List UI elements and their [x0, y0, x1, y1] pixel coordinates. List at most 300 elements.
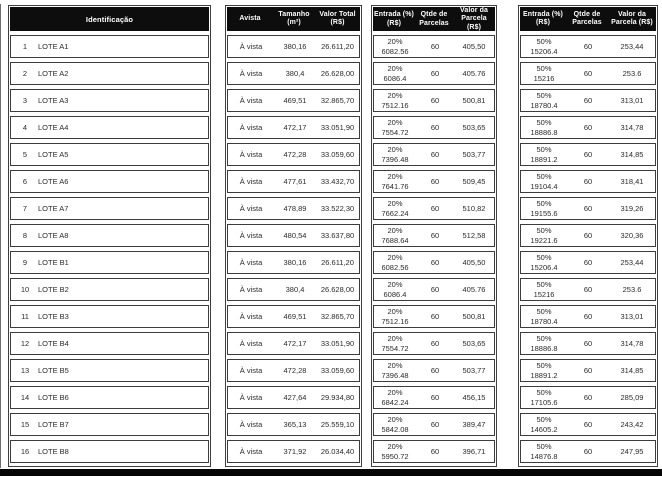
down-payment-percent: 20%	[387, 36, 403, 46]
lot-size-m2: 469,51	[283, 312, 307, 321]
down-payment-value: 7512.16	[381, 100, 409, 110]
lot-number: 15	[20, 420, 30, 429]
table-row	[10, 359, 209, 382]
lot-number: 12	[20, 339, 30, 348]
installments-count: 60	[430, 42, 440, 51]
down-payment-percent: 20%	[387, 306, 403, 316]
down-payment-cell	[374, 118, 416, 138]
lot-size-m2: 427,64	[283, 393, 307, 402]
lot-number: 6	[22, 177, 28, 186]
lot-size-m2: 472,17	[283, 339, 307, 348]
table-row	[373, 116, 495, 139]
table-row	[373, 89, 495, 112]
table-row	[10, 62, 209, 85]
installments-count: 60	[583, 177, 593, 186]
identification-header-label: Identificação	[85, 14, 134, 24]
down-payment-value: 7396.48	[381, 370, 409, 380]
down-payment-cell	[521, 415, 567, 435]
down-payment-percent: 50%	[536, 171, 552, 181]
down-payment-percent: 50%	[536, 252, 552, 262]
table-row	[10, 332, 209, 355]
table-row	[227, 224, 360, 247]
installment-value: 503,65	[462, 339, 486, 348]
installment-value: 313,01	[620, 312, 644, 321]
installments-count: 60	[583, 231, 593, 240]
table-row	[227, 62, 360, 85]
installment-value: 500,81	[462, 96, 486, 105]
lot-number: 4	[22, 123, 28, 132]
lot-number: 2	[22, 69, 28, 78]
down-payment-value: 6082.56	[381, 46, 409, 56]
installment-value: 319,26	[620, 204, 644, 213]
down-payment-value: 6842.24	[381, 397, 409, 407]
lot-number: 14	[20, 393, 30, 402]
lot-size-m2: 380,4	[285, 69, 305, 78]
table-row	[520, 35, 656, 58]
down-payment-value: 14876.8	[530, 451, 558, 461]
table-row	[227, 35, 360, 58]
table-row	[520, 89, 656, 112]
lot-size-m2: 380,16	[283, 42, 307, 51]
down-payment-percent: 50%	[536, 36, 552, 46]
table-row	[520, 386, 656, 409]
installments-count: 60	[430, 177, 440, 186]
table-row	[10, 278, 209, 301]
down-payment-percent: 20%	[387, 360, 403, 370]
lot-size-m2: 478,89	[283, 204, 307, 213]
table-row	[10, 89, 209, 112]
installments-count: 60	[583, 366, 593, 375]
lot-number: 11	[21, 312, 29, 321]
lot-size-m2: 480,54	[283, 231, 307, 240]
installments-count: 60	[583, 258, 593, 267]
header-qtde-parcelas-20: Qtde de Parcelas	[419, 11, 449, 27]
payment-type: À vista	[239, 123, 263, 132]
lot-id: LOTE B1	[38, 258, 69, 267]
installment-value: 247,95	[620, 447, 644, 456]
table-row	[520, 143, 656, 166]
cash-price-table	[225, 5, 362, 467]
down-payment-value: 15206.4	[530, 262, 558, 272]
installments-count: 60	[430, 393, 440, 402]
down-payment-value: 19221.6	[530, 235, 558, 245]
installment-value: 509,45	[462, 177, 486, 186]
down-payment-value: 18780.4	[530, 100, 558, 110]
installment-value: 253,44	[620, 42, 644, 51]
down-payment-cell	[521, 361, 567, 381]
down-payment-percent: 20%	[387, 117, 403, 127]
installment-20-rows	[373, 35, 495, 463]
installment-value: 318,41	[620, 177, 644, 186]
total-value: 33.059,60	[320, 366, 355, 375]
installments-count: 60	[430, 258, 440, 267]
down-payment-value: 18891.2	[530, 370, 558, 380]
installments-count: 60	[583, 339, 593, 348]
total-value: 32.865,70	[320, 312, 355, 321]
installments-count: 60	[583, 393, 593, 402]
down-payment-percent: 50%	[536, 198, 552, 208]
lot-size-m2: 380,4	[285, 285, 305, 294]
total-value: 26.611,20	[321, 258, 354, 267]
lot-id: LOTE B3	[38, 312, 69, 321]
installments-count: 60	[583, 312, 593, 321]
down-payment-cell	[374, 280, 416, 300]
installment-value: 253,44	[620, 258, 644, 267]
installment-value: 503,77	[462, 150, 486, 159]
installments-count: 60	[583, 420, 593, 429]
table-row	[10, 224, 209, 247]
installment-value: 314,85	[620, 366, 644, 375]
table-row	[373, 278, 495, 301]
total-value: 26.628,00	[320, 285, 355, 294]
installment-value: 314,78	[620, 339, 644, 348]
payment-type: À vista	[239, 42, 263, 51]
table-row	[373, 386, 495, 409]
installment-value: 503,77	[462, 366, 486, 375]
table-row	[520, 224, 656, 247]
lot-id: LOTE A7	[38, 204, 69, 213]
identification-header	[10, 7, 209, 31]
down-payment-value: 7396.48	[381, 154, 409, 164]
lot-id: LOTE B6	[38, 393, 69, 402]
down-payment-value: 7554.72	[381, 343, 409, 353]
down-payment-cell	[374, 226, 416, 246]
installments-count: 60	[430, 366, 440, 375]
down-payment-percent: 20%	[387, 63, 403, 73]
down-payment-cell	[521, 307, 567, 327]
table-row	[373, 143, 495, 166]
payment-type: À vista	[239, 231, 263, 240]
table-row	[10, 197, 209, 220]
down-payment-cell	[374, 415, 416, 435]
installment-value: 313,01	[620, 96, 644, 105]
installment-value: 243,42	[620, 420, 644, 429]
installment-value: 512,58	[462, 231, 486, 240]
header-entrada-50: Entrada (%) (R$)	[523, 10, 563, 26]
down-payment-percent: 20%	[387, 387, 403, 397]
payment-type: À vista	[239, 69, 263, 78]
down-payment-value: 18886.8	[530, 127, 558, 137]
lot-size-m2: 380,16	[283, 258, 307, 267]
payment-type: À vista	[239, 285, 263, 294]
table-row	[10, 170, 209, 193]
down-payment-percent: 50%	[536, 144, 552, 154]
header-valor-parcela-50: Valor da Parcela (R$)	[611, 10, 653, 26]
installment-50-rows	[520, 35, 656, 463]
down-payment-cell	[521, 334, 567, 354]
down-payment-percent: 20%	[387, 144, 403, 154]
installments-count: 60	[430, 96, 440, 105]
installment-value: 314,78	[620, 123, 644, 132]
payment-type: À vista	[239, 312, 263, 321]
installments-count: 60	[430, 231, 440, 240]
down-payment-value: 15216	[533, 289, 555, 299]
down-payment-percent: 20%	[387, 441, 403, 451]
cash-price-rows	[227, 35, 360, 463]
table-row	[520, 278, 656, 301]
payment-type: À vista	[239, 366, 263, 375]
installments-count: 60	[583, 204, 593, 213]
table-row	[520, 197, 656, 220]
total-value: 33.432,70	[320, 177, 355, 186]
payment-type: À vista	[239, 339, 263, 348]
down-payment-percent: 20%	[387, 198, 403, 208]
lot-id: LOTE A8	[38, 231, 69, 240]
lot-size-m2: 477,61	[283, 177, 307, 186]
down-payment-value: 15206.4	[530, 46, 558, 56]
lot-number: 13	[20, 366, 30, 375]
down-payment-cell	[374, 172, 416, 192]
installments-count: 60	[430, 285, 440, 294]
down-payment-cell	[521, 280, 567, 300]
table-row	[520, 62, 656, 85]
installment-value: 320,36	[620, 231, 644, 240]
down-payment-percent: 20%	[387, 90, 403, 100]
total-value: 29.934,80	[320, 393, 355, 402]
lot-id: LOTE A3	[38, 96, 69, 105]
total-value: 25.559,10	[320, 420, 355, 429]
lot-size-m2: 472,28	[283, 366, 307, 375]
payment-type: À vista	[239, 420, 263, 429]
down-payment-percent: 50%	[536, 441, 552, 451]
table-row	[520, 251, 656, 274]
lot-number: 9	[22, 258, 28, 267]
installment-value: 396,71	[462, 447, 486, 456]
down-payment-cell	[374, 91, 416, 111]
down-payment-cell	[374, 145, 416, 165]
total-value: 32.865,70	[320, 96, 355, 105]
down-payment-cell	[374, 64, 416, 84]
down-payment-value: 5842.08	[381, 424, 409, 434]
cash-price-header	[227, 7, 360, 31]
table-row	[373, 440, 495, 463]
lot-id: LOTE A5	[38, 150, 69, 159]
table-row	[10, 413, 209, 436]
down-payment-value: 18891.2	[530, 154, 558, 164]
down-payment-percent: 50%	[536, 387, 552, 397]
down-payment-percent: 20%	[387, 414, 403, 424]
installments-count: 60	[430, 312, 440, 321]
table-row	[520, 305, 656, 328]
payment-type: À vista	[239, 150, 263, 159]
header-valor-total: Valor Total (R$)	[319, 10, 356, 26]
down-payment-percent: 50%	[536, 306, 552, 316]
down-payment-percent: 50%	[536, 279, 552, 289]
left-border-line	[0, 4, 1, 468]
table-row	[227, 170, 360, 193]
down-payment-cell	[521, 145, 567, 165]
lot-number: 5	[22, 150, 28, 159]
down-payment-percent: 20%	[387, 333, 403, 343]
total-value: 26.034,40	[320, 447, 355, 456]
lot-number: 8	[22, 231, 28, 240]
table-row	[520, 332, 656, 355]
installments-count: 60	[583, 69, 593, 78]
down-payment-percent: 50%	[536, 414, 552, 424]
down-payment-value: 5950.72	[381, 451, 409, 461]
down-payment-percent: 50%	[536, 90, 552, 100]
down-payment-cell	[521, 118, 567, 138]
installment-50-header	[520, 7, 656, 31]
lot-number: 16	[20, 447, 30, 456]
total-value: 33.051,90	[320, 123, 355, 132]
installments-count: 60	[583, 150, 593, 159]
total-value: 33.522,30	[320, 204, 355, 213]
down-payment-percent: 20%	[387, 171, 403, 181]
lot-id: LOTE A1	[38, 42, 69, 51]
down-payment-percent: 50%	[536, 63, 552, 73]
down-payment-value: 7688.64	[381, 235, 409, 245]
table-row	[373, 62, 495, 85]
header-entrada-20: Entrada (%) (R$)	[374, 11, 414, 27]
table-row	[373, 305, 495, 328]
table-row	[373, 251, 495, 274]
installments-count: 60	[583, 285, 593, 294]
down-payment-percent: 50%	[536, 333, 552, 343]
table-row	[10, 440, 209, 463]
lot-size-m2: 472,17	[283, 123, 307, 132]
table-row	[227, 89, 360, 112]
down-payment-value: 6082.56	[381, 262, 409, 272]
down-payment-cell	[521, 91, 567, 111]
down-payment-cell	[521, 172, 567, 192]
table-row	[373, 413, 495, 436]
table-row	[227, 143, 360, 166]
installments-count: 60	[430, 150, 440, 159]
installment-value: 500,81	[462, 312, 486, 321]
down-payment-cell	[374, 388, 416, 408]
table-row	[520, 116, 656, 139]
table-row	[373, 224, 495, 247]
down-payment-cell	[521, 253, 567, 273]
lot-number: 7	[22, 204, 28, 213]
down-payment-percent: 20%	[387, 252, 403, 262]
lot-id: LOTE B4	[38, 339, 69, 348]
lot-id: LOTE A6	[38, 177, 69, 186]
installments-count: 60	[430, 204, 440, 213]
lot-size-m2: 365,13	[283, 420, 307, 429]
header-avista: Avista	[239, 14, 261, 22]
installment-value: 253.6	[622, 285, 642, 294]
installment-value: 389,47	[462, 420, 486, 429]
table-row	[227, 332, 360, 355]
down-payment-value: 17105.6	[530, 397, 558, 407]
table-row	[373, 332, 495, 355]
installments-count: 60	[430, 123, 440, 132]
identification-rows	[10, 35, 209, 463]
lot-size-m2: 371,92	[283, 447, 307, 456]
down-payment-value: 6086.4	[383, 289, 407, 299]
table-row	[373, 359, 495, 382]
down-payment-value: 18886.8	[530, 343, 558, 353]
lot-id: LOTE B7	[38, 420, 69, 429]
lot-size-m2: 472,28	[283, 150, 307, 159]
down-payment-value: 18780.4	[530, 316, 558, 326]
payment-type: À vista	[239, 96, 263, 105]
installments-count: 60	[583, 42, 593, 51]
installment-value: 405.76	[462, 285, 486, 294]
total-value: 33.059,60	[320, 150, 355, 159]
down-payment-value: 7554.72	[381, 127, 409, 137]
installment-value: 253.6	[622, 69, 642, 78]
down-payment-value: 7512.16	[381, 316, 409, 326]
installments-count: 60	[583, 123, 593, 132]
installments-count: 60	[430, 339, 440, 348]
table-row	[373, 35, 495, 58]
table-row	[227, 413, 360, 436]
lot-id: LOTE B2	[38, 285, 69, 294]
down-payment-cell	[521, 388, 567, 408]
table-row	[227, 305, 360, 328]
installments-count: 60	[583, 447, 593, 456]
down-payment-cell	[521, 37, 567, 57]
lot-id: LOTE A2	[38, 69, 69, 78]
installment-value: 405,50	[462, 42, 486, 51]
table-row	[520, 413, 656, 436]
down-payment-percent: 50%	[536, 360, 552, 370]
down-payment-cell	[521, 199, 567, 219]
installments-count: 60	[430, 69, 440, 78]
installments-count: 60	[430, 420, 440, 429]
lot-id: LOTE B8	[38, 447, 69, 456]
lot-number: 10	[20, 285, 30, 294]
installment-20-table	[371, 5, 497, 467]
bottom-divider-bar	[0, 469, 662, 476]
installments-count: 60	[430, 447, 440, 456]
down-payment-cell	[521, 64, 567, 84]
down-payment-cell	[374, 442, 416, 462]
down-payment-value: 19104.4	[530, 181, 558, 191]
table-row	[227, 386, 360, 409]
down-payment-value: 19155.6	[530, 208, 558, 218]
total-value: 26.611,20	[321, 42, 354, 51]
installments-count: 60	[583, 96, 593, 105]
lot-number: 3	[22, 96, 28, 105]
identification-table	[8, 5, 211, 467]
down-payment-value: 14605.2	[530, 424, 558, 434]
down-payment-value: 7641.76	[381, 181, 409, 191]
down-payment-cell	[521, 442, 567, 462]
header-qtde-parcelas-50: Qtde de Parcelas	[572, 10, 602, 26]
table-row	[227, 251, 360, 274]
down-payment-cell	[374, 361, 416, 381]
down-payment-percent: 20%	[387, 225, 403, 235]
table-row	[10, 143, 209, 166]
down-payment-percent: 20%	[387, 279, 403, 289]
installment-value: 314,85	[620, 150, 644, 159]
table-row	[227, 278, 360, 301]
header-valor-parcela-20: Valor da Parcela (R$)	[459, 7, 489, 31]
table-row	[227, 359, 360, 382]
down-payment-cell	[374, 334, 416, 354]
payment-type: À vista	[239, 447, 263, 456]
installment-value: 405,50	[462, 258, 486, 267]
payment-type: À vista	[239, 393, 263, 402]
header-tamanho: Tamanho (m²)	[278, 10, 310, 26]
table-row	[520, 359, 656, 382]
payment-type: À vista	[239, 204, 263, 213]
installment-20-header	[373, 7, 495, 31]
total-value: 33.051,90	[320, 339, 355, 348]
total-value: 33.637,80	[320, 231, 355, 240]
table-row	[10, 251, 209, 274]
down-payment-cell	[521, 226, 567, 246]
down-payment-percent: 50%	[536, 225, 552, 235]
table-row	[227, 197, 360, 220]
lot-number: 1	[22, 42, 28, 51]
down-payment-value: 15216	[533, 73, 555, 83]
table-row	[10, 35, 209, 58]
